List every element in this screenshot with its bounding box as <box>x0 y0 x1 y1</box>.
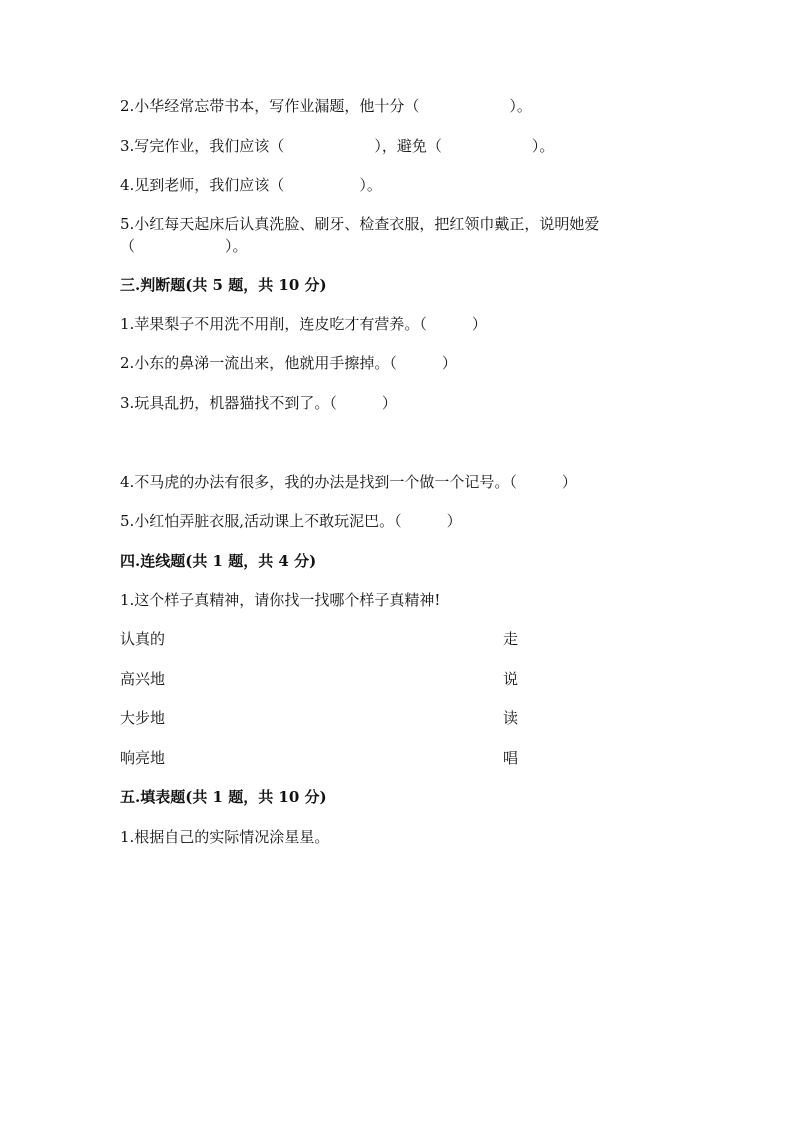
fill-blank-question-3: 3.写完作业，我们应该（ ），避免（ ）。 <box>120 137 555 155</box>
matching-right-item: 说 <box>503 670 519 688</box>
true-false-question-1: 1.苹果梨子不用洗不用削，连皮吃才有营养。（ ） <box>120 315 487 333</box>
matching-right-item: 读 <box>503 709 519 727</box>
matching-left-item: 大步地 <box>120 709 166 727</box>
fill-blank-question-5-line1: 5.小红每天起床后认真洗脸、刷牙、检查衣服，把红领巾戴正，说明她爱 <box>120 215 600 233</box>
section-heading-matching: 四.连线题(共 1 题，共 4 分) <box>120 552 317 570</box>
true-false-question-4: 4.不马虎的办法有很多，我的办法是找到一个做一个记号。（ ） <box>120 473 577 491</box>
table-question: 1.根据自己的实际情况涂星星。 <box>120 828 330 846</box>
fill-blank-question-4: 4.见到老师，我们应该（ ）。 <box>120 176 382 194</box>
matching-right-item: 唱 <box>503 749 519 767</box>
true-false-question-5: 5.小红怕弄脏衣服,活动课上不敢玩泥巴。（ ） <box>120 512 462 530</box>
section-heading-true-false: 三.判断题(共 5 题，共 10 分) <box>120 276 327 294</box>
matching-left-item: 响亮地 <box>120 749 166 767</box>
section-heading-table: 五.填表题(共 1 题，共 10 分) <box>120 788 327 806</box>
true-false-question-3: 3.玩具乱扔，机器猫找不到了。（ ） <box>120 394 397 412</box>
matching-left-item: 高兴地 <box>120 670 166 688</box>
matching-right-item: 走 <box>503 630 519 648</box>
fill-blank-question-5-line2: （ ）。 <box>120 237 248 255</box>
true-false-question-2: 2.小东的鼻涕一流出来，他就用手擦掉。（ ） <box>120 354 457 372</box>
matching-left-item: 认真的 <box>120 630 166 648</box>
fill-blank-question-2: 2.小华经常忘带书本，写作业漏题，他十分（ ）。 <box>120 97 532 115</box>
matching-question: 1.这个样子真精神，请你找一找哪个样子真精神! <box>120 591 441 609</box>
